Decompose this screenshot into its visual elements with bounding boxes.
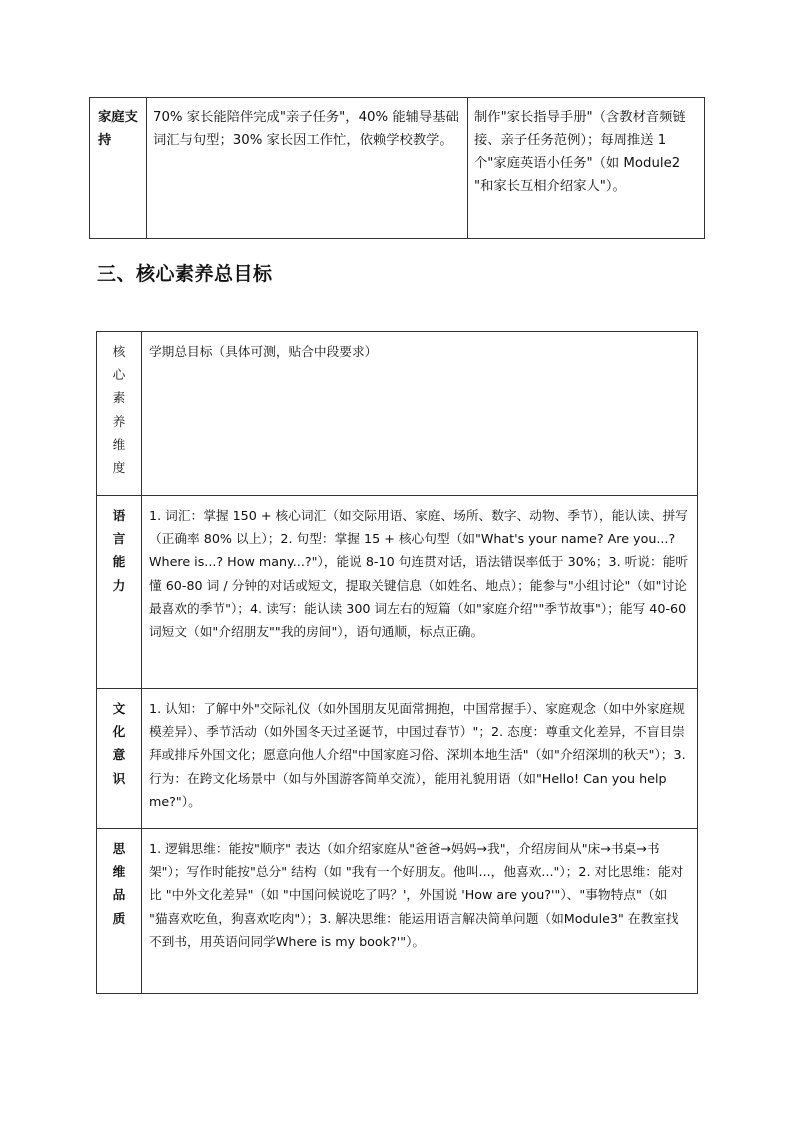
goal-header-cell: 学期总目标（具体可测，贴合中段要求）: [142, 332, 698, 496]
dimension-text: 文化意识: [112, 701, 126, 786]
goal-cell: 1. 逻辑思维：能按"顺序" 表达（如介绍家庭从"爸爸→妈妈→我"，介绍房间从"床→书桌→书架"）；写作时能按"总分" 结构（如 "我有一个好朋友。他叫...，他喜欢..."）；2. 对比思维：能对比 "中外文化差异"（如 "中国问候说吃了吗？'，外国说 'How are you?'"）、"事物特点"（如 "猫喜欢吃鱼，狗喜欢吃肉"）；3. 解决思维：能运用语言解决简单问题（如Module3" 在教室找不到书，用英语问同学Where is my book?'"）。: [142, 829, 698, 994]
measures-cell: 制作"家长指导手册"（含教材音频链接、亲子任务范例）；每周推送 1 个"家庭英语小任务"（如 Module2 "和家长互相介绍家人"）。: [468, 98, 705, 239]
dimension-text: 语言能力: [112, 508, 126, 593]
dimension-text: 思维品质: [112, 841, 126, 926]
goal-cell: 1. 认知：了解中外"交际礼仪（如外国朋友见面常拥抱，中国常握手）、家庭观念（如中外家庭规模差异）、季节活动（如外国冬天过圣诞节，中国过春节）"；2. 态度：尊重文化差异，不盲目崇拜或排斥外国文化；愿意向他人介绍"中国家庭习俗、深圳本地生活"（如"介绍深圳的秋天"）；3. 行为：在跨文化场景中（如与外国游客简单交流），能用礼貌用语（如"Hello! Can you help me?"）。: [142, 689, 698, 829]
dimension-cell: [97, 496, 142, 689]
status-cell: 70% 家长能陪伴完成"亲子任务"，40% 能辅导基础词汇与句型；30% 家长因工作忙，依赖学校教学。: [147, 98, 468, 239]
goal-cell: 1. 词汇：掌握 150 + 核心词汇（如交际用语、家庭、场所、数字、动物、季节），能认读、拼写（正确率 80% 以上）；2. 句型：掌握 15 + 核心句型（如"What's your name? Are you...? Where is...? How many...?"），能说 8-10 句连贯对话，语法错误率低于 30%；3. 听说：能听懂 60-80 词 / 分钟的对话或短文，提取关键信息（如姓名、地点）；能参与"小组讨论"（如"讨论最喜欢的季节"）；4. 读写：能认读 300 词左右的短篇（如"家庭介绍""季节故事"）；能写 40-60 词短文（如"介绍朋友""我的房间"），语句通顺，标点正确。: [142, 496, 698, 689]
dimension-header-cell: [97, 332, 142, 496]
dimension-cell: [97, 689, 142, 829]
table-row: [97, 829, 698, 994]
table-row: [97, 689, 698, 829]
dimension-cell: [97, 829, 142, 994]
dimension-header-text: 核心素养维度: [112, 344, 126, 476]
table-row: [90, 98, 705, 239]
core-literacy-table: [96, 331, 698, 994]
table-header-row: [97, 332, 698, 496]
dimension-cell: 家庭支持: [90, 98, 147, 239]
family-support-table: [89, 97, 705, 239]
table-row: [97, 496, 698, 689]
section-heading: 三、核心素养总目标: [97, 263, 273, 285]
